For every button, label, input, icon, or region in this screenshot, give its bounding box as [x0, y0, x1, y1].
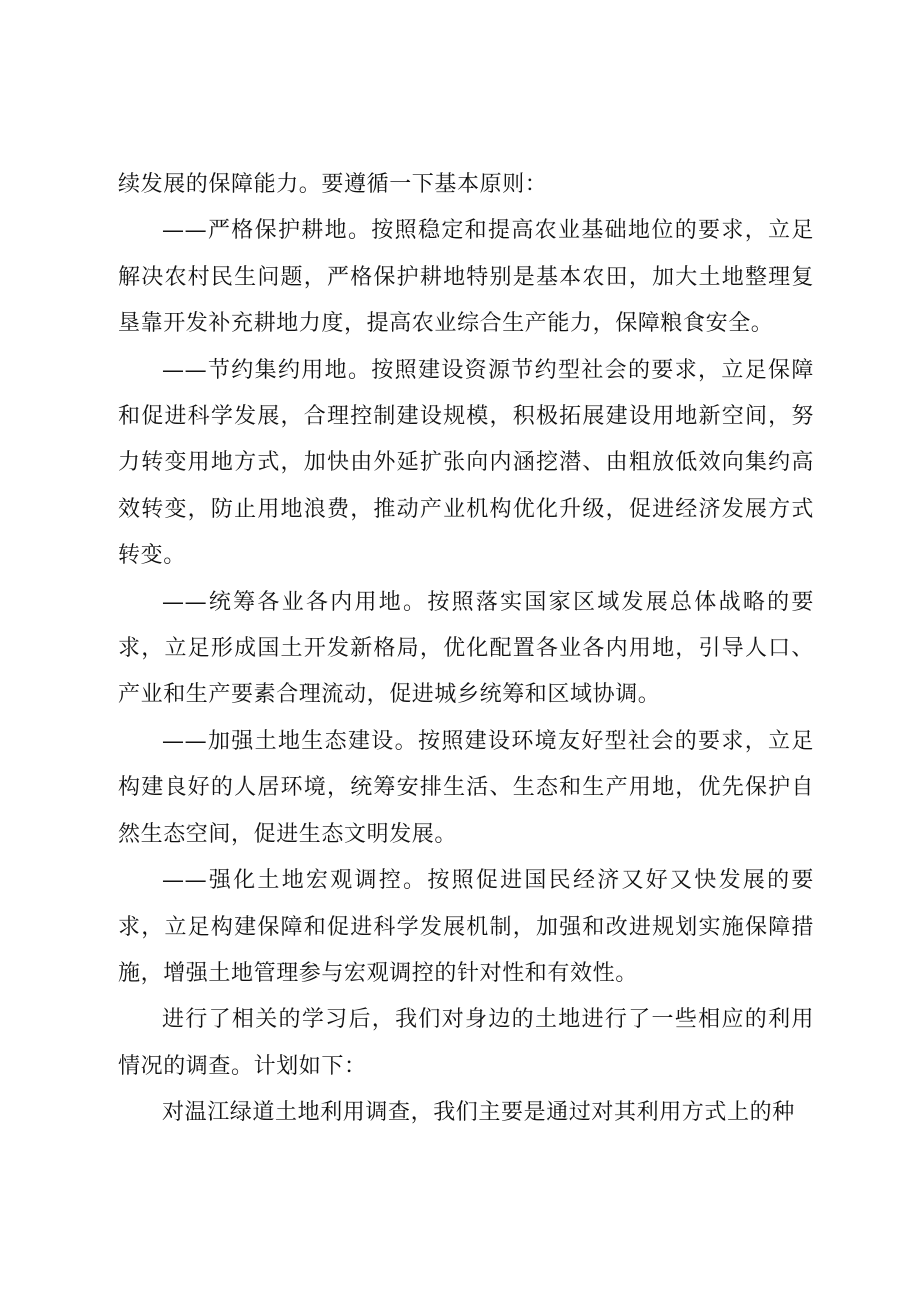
- paragraph: 续发展的保障能力。要遵循一下基本原则：: [118, 172, 548, 197]
- paragraph: ——节约集约用地。按照建设资源节约型社会的要求，立足保障和促进科学发展，合理控制建设规模，积极拓展建设用地新空间，努力转变用地方式，加快由外延扩张向内涵挖潜、由粗放低效向集约高效转变，防止用地浪费，推动产业机构优化升级，促进经济发展方式转变。: [118, 357, 814, 569]
- paragraph: 对温江绿道土地利用调查，我们主要是通过对其利用方式上的种: [162, 1100, 795, 1126]
- paragraph: ——强化土地宏观调控。按照促进国民经济又好又快发展的要求，立足构建保障和促进科学发展机制，加强和改进规划实施保障措施，增强土地管理参与宏观调控的针对性和有效性。: [118, 868, 814, 986]
- paragraph: ——统筹各业各内用地。按照落实国家区域发展总体战略的要求，立足形成国土开发新格局，优化配置各业各内用地，引导人口、产业和生产要素合理流动，促进城乡统筹和区域协调。: [118, 589, 814, 708]
- paragraph: 进行了相关的学习后，我们对身边的土地进行了一些相应的利用情况的调查。计划如下：: [118, 1007, 814, 1079]
- document-body: [118, 162, 814, 1137]
- paragraph: ——加强土地生态建设。按照建设环境友好型社会的要求，立足构建良好的人居环境，统筹安排生活、生态和生产用地，优先保护自然生态空间，促进生态文明发展。: [118, 728, 814, 847]
- paragraph: ——严格保护耕地。按照稳定和提高农业基础地位的要求，立足解决农村民生问题，严格保护耕地特别是基本农田，加大土地整理复垦靠开发补充耕地力度，提高农业综合生产能力，保障粮食安全。: [118, 218, 814, 337]
